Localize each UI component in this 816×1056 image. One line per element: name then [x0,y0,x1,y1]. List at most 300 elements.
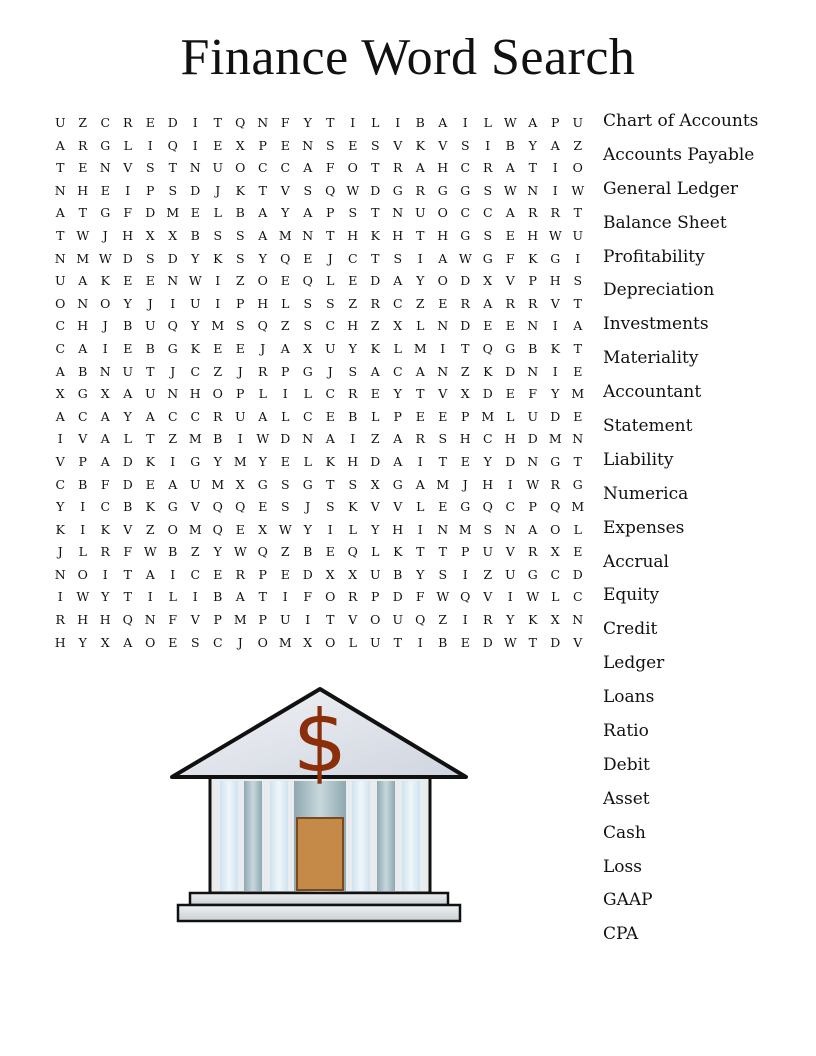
grid-letter: Z [190,544,200,560]
word-list-item: Balance Sheet [603,212,727,233]
grid-letter: B [303,544,313,560]
grid-letter: W [98,250,112,266]
grid-letter: D [302,566,313,582]
grid-letter: N [302,227,314,243]
grid-letter: Y [416,566,425,582]
grid-letter: V [550,295,560,311]
grid-letter: J [237,363,243,379]
word-list-item: Debit [603,754,650,775]
word-list-item: Accountant [603,382,702,403]
grid-letter: C [482,431,493,447]
grid-letter: G [550,250,561,266]
grid-letter: S [325,499,335,515]
word-list-item: Depreciation [603,280,715,301]
word-list-item: CPA [603,924,639,945]
grid-letter: R [258,363,268,379]
grid-letter: J [170,363,176,379]
grid-letter: T [528,160,537,176]
grid-letter: V [393,137,403,153]
grid-letter: V [370,499,380,515]
grid-letter: E [213,137,223,153]
grid-letter: K [145,453,155,469]
grid-letter: R [483,612,493,628]
grid-letter: A [550,137,560,153]
grid-letter: B [123,499,133,515]
grid-letter: N [54,182,66,198]
grid-letter: C [302,408,313,424]
grid-letter: S [348,205,358,221]
grid-letter: O [550,521,561,537]
grid-letter: I [80,499,86,515]
grid-letter: Q [415,612,426,628]
grid-letter: K [325,453,335,469]
grid-letter: H [347,227,359,243]
grid-row [49,496,589,519]
grid-letter: Q [347,544,358,560]
grid-letter: L [303,453,312,469]
grid-letter: L [348,634,357,650]
grid-letter: V [280,182,290,198]
grid-letter: H [189,386,201,402]
grid-letter: A [258,408,268,424]
grid-letter: L [506,408,515,424]
grid-letter: R [348,589,358,605]
grid-letter: M [233,453,247,469]
grid-letter: D [460,273,471,289]
grid-letter: Y [371,521,380,537]
word-list-item: Statement [603,416,693,437]
grid-letter: I [575,250,581,266]
grid-letter: P [326,205,335,221]
grid-letter: Z [145,521,155,537]
grid-letter: C [460,205,471,221]
grid-letter: I [102,340,108,356]
grid-letter: U [504,566,516,582]
grid-letter: G [77,386,88,402]
grid-letter: H [347,453,359,469]
grid-letter: O [77,566,88,582]
grid-letter: E [100,182,110,198]
grid-letter: A [145,566,155,582]
word-list-item: Expenses [603,517,685,538]
grid-letter: E [235,521,245,537]
grid-letter: C [392,295,403,311]
word-list-item: General Ledger [603,178,739,199]
grid-letter: I [147,589,153,605]
grid-letter: T [416,227,425,243]
grid-letter: Y [303,115,312,130]
grid-letter: G [392,476,403,492]
grid-letter: J [102,227,108,243]
grid-letter: W [458,250,472,266]
grid-letter: R [55,612,65,628]
letter-grid [49,112,589,654]
grid-row [49,202,589,225]
grid-letter: Q [280,250,291,266]
grid-letter: T [146,431,155,447]
grid-letter: Y [56,499,65,515]
grid-letter: N [167,273,179,289]
grid-letter: U [144,386,156,402]
grid-letter: U [122,363,134,379]
grid-letter: M [233,612,247,628]
grid-letter: N [527,453,539,469]
grid-letter: X [303,340,313,356]
grid-letter: C [550,566,561,582]
grid-letter: S [168,182,178,198]
grid-letter: E [370,386,380,402]
grid-letter: T [326,115,335,130]
grid-letter: H [77,612,89,628]
grid-letter: T [168,160,177,176]
grid-letter: Q [550,499,561,515]
grid-letter: N [77,295,89,311]
word-list-item: Liability [603,449,674,470]
grid-letter: S [235,318,245,334]
grid-row [49,564,589,587]
grid-letter: M [436,476,450,492]
grid-letter: I [327,521,333,537]
grid-letter: R [370,295,380,311]
grid-letter: S [438,431,448,447]
grid-letter: A [528,521,538,537]
grid-letter: Z [235,273,245,289]
grid-letter: M [413,340,427,356]
grid-letter: I [170,295,176,311]
grid-letter: X [145,227,155,243]
grid-letter: Y [213,544,222,560]
grid-letter: A [303,205,313,221]
grid-letter: N [504,521,516,537]
grid-letter: N [54,250,66,266]
grid-letter: Y [551,386,560,402]
grid-letter: N [437,521,449,537]
grid-letter: X [483,273,493,289]
grid-letter: Y [213,453,222,469]
grid-letter: X [100,634,110,650]
grid-letter: E [213,566,223,582]
grid-letter: G [100,205,111,221]
grid-letter: A [393,431,403,447]
grid-letter: A [415,363,425,379]
grid-letter: C [460,160,471,176]
grid-letter: H [504,431,516,447]
word-list-item: Profitability [603,246,705,267]
grid-letter: S [483,521,493,537]
grid-letter: A [78,340,88,356]
grid-letter: U [392,612,404,628]
grid-letter: Q [235,499,246,515]
grid-letter: H [54,634,66,650]
grid-letter: D [505,453,516,469]
grid-letter: C [190,566,201,582]
grid-letter: E [573,408,583,424]
grid-letter: X [393,318,403,334]
grid-letter: K [235,182,245,198]
grid-letter: K [370,340,380,356]
grid-row [49,338,589,361]
grid-letter: R [550,205,560,221]
grid-letter: S [325,295,335,311]
grid-letter: H [77,318,89,334]
grid-letter: V [78,431,88,447]
grid-letter: O [437,273,448,289]
grid-letter: I [147,137,153,153]
grid-letter: V [573,634,583,650]
grid-row [49,519,589,542]
grid-letter: L [348,521,357,537]
grid-letter: K [100,273,110,289]
grid-letter: M [188,431,202,447]
grid-letter: W [436,589,450,605]
grid-letter: M [548,431,562,447]
grid-letter: A [258,205,268,221]
grid-letter: Q [302,273,313,289]
grid-letter: I [282,386,288,402]
grid-letter: A [505,205,515,221]
grid-letter: J [305,499,311,515]
grid-letter: K [528,250,538,266]
grid-letter: B [123,318,133,334]
grid-letter: A [415,476,425,492]
word-list-item: Accounts Payable [603,144,755,165]
grid-letter: N [189,160,201,176]
grid-letter: O [167,521,178,537]
grid-letter: Y [258,250,267,266]
word-list-item: Chart of Accounts [603,111,759,131]
grid-letter: A [325,431,335,447]
grid-letter: E [505,227,515,243]
grid-letter: H [459,431,471,447]
grid-letter: L [281,408,290,424]
grid-letter: T [326,227,335,243]
grid-row [49,157,589,180]
grid-letter: U [144,318,156,334]
grid-letter: T [78,205,87,221]
grid-letter: X [325,566,335,582]
grid-letter: G [460,499,471,515]
grid-letter: N [257,115,269,130]
grid-letter: A [168,476,178,492]
grid-letter: W [256,431,270,447]
grid-letter: Z [573,137,583,153]
grid-letter: F [505,250,515,266]
grid-letter: R [460,295,470,311]
grid-letter: S [483,182,493,198]
grid-letter: R [235,566,245,582]
grid-letter: I [102,566,108,582]
grid-letter: Q [212,499,223,515]
grid-letter: T [56,160,65,176]
grid-letter: G [482,250,493,266]
grid-letter: K [528,612,538,628]
grid-letter: T [573,205,582,221]
grid-letter: S [460,137,470,153]
grid-letter: F [123,544,133,560]
grid-letter: V [393,499,403,515]
grid-letter: X [100,386,110,402]
grid-letter: S [370,137,380,153]
grid-row [49,315,589,338]
grid-letter: H [437,160,449,176]
grid-letter: W [526,589,540,605]
grid-letter: S [348,363,358,379]
grid-letter: O [235,160,246,176]
grid-letter: Y [191,250,200,266]
grid-letter: M [188,521,202,537]
grid-letter: F [100,476,110,492]
grid-letter: W [188,273,202,289]
grid-letter: S [325,137,335,153]
grid-letter: C [190,363,201,379]
grid-letter: S [190,634,200,650]
grid-letter: D [460,318,471,334]
grid-letter: Y [258,453,267,469]
grid-letter: J [147,295,153,311]
grid-letter: I [507,589,513,605]
grid-letter: P [371,589,380,605]
grid-letter: C [280,160,291,176]
grid-letter: N [144,612,156,628]
grid-letter: N [99,160,111,176]
grid-letter: W [571,182,585,198]
grid-letter: V [190,499,200,515]
grid-letter: N [167,386,179,402]
grid-letter: Y [506,612,515,628]
grid-letter: Y [528,137,537,153]
grid-row [49,180,589,203]
grid-letter: G [167,340,178,356]
grid-letter: W [503,182,517,198]
grid-letter: A [415,160,425,176]
grid-letter: U [54,273,66,289]
grid-letter: X [168,227,178,243]
grid-letter: C [482,205,493,221]
grid-letter: Z [280,318,290,334]
grid-letter: I [507,476,513,492]
grid-letter: O [212,386,223,402]
grid-letter: U [572,227,584,243]
grid-letter: E [325,544,335,560]
grid-letter: P [258,137,267,153]
grid-letter: Q [167,318,178,334]
grid-letter: L [78,544,87,560]
grid-letter: J [327,250,333,266]
grid-letter: C [55,476,66,492]
grid-letter: P [258,566,267,582]
grid-letter: I [395,115,401,130]
grid-letter: Q [235,115,246,130]
grid-letter: E [303,250,313,266]
grid-letter: O [370,612,381,628]
grid-letter: Z [280,544,290,560]
grid-letter: T [416,544,425,560]
grid-letter: K [55,521,65,537]
grid-letter: R [213,408,223,424]
word-list-item: Materiality [603,348,699,369]
grid-letter: U [234,408,246,424]
grid-letter: E [258,499,268,515]
grid-letter: C [212,634,223,650]
grid-letter: X [235,476,245,492]
word-list-item: Loss [603,856,642,877]
grid-letter: K [100,521,110,537]
grid-letter: A [303,160,313,176]
grid-letter: M [278,227,292,243]
grid-letter: B [528,340,538,356]
grid-letter: I [57,431,63,447]
grid-letter: S [280,499,290,515]
grid-letter: L [303,386,312,402]
grid-letter: D [190,182,201,198]
grid-letter: Z [370,431,380,447]
grid-letter: W [278,521,292,537]
word-list-item: Accrual [603,551,669,572]
grid-letter: E [460,453,470,469]
grid-letter: S [145,160,155,176]
grid-letter: E [145,115,155,130]
grid-letter: Y [101,589,110,605]
grid-letter: E [348,137,358,153]
grid-letter: D [572,566,583,582]
grid-letter: X [55,386,65,402]
grid-letter: I [417,634,423,650]
grid-letter: S [235,227,245,243]
word-list-item: Cash [603,822,646,843]
grid-letter: Y [483,453,492,469]
grid-row [49,135,589,158]
grid-row [49,474,589,497]
grid-letter: L [416,499,425,515]
grid-letter: T [123,589,132,605]
word-list-item: Credit [603,619,658,640]
grid-letter: T [371,205,380,221]
grid-letter: O [257,273,268,289]
grid-letter: Z [348,295,358,311]
grid-letter: M [571,386,585,402]
grid-letter: V [438,386,448,402]
grid-letter: D [527,431,538,447]
grid-letter: C [167,408,178,424]
grid-letter: E [573,363,583,379]
grid-letter: H [347,318,359,334]
grid-letter: W [526,476,540,492]
grid-letter: A [438,250,448,266]
grid-letter: X [258,521,268,537]
grid-letter: N [527,363,539,379]
grid-letter: P [281,363,290,379]
grid-letter: J [327,363,333,379]
grid-letter: H [77,182,89,198]
grid-letter: G [302,476,313,492]
grid-letter: Q [257,544,268,560]
grid-letter: D [392,589,403,605]
grid-letter: T [461,340,470,356]
grid-letter: C [392,363,403,379]
grid-letter: O [325,634,336,650]
grid-letter: E [123,340,133,356]
grid-letter: W [76,589,90,605]
grid-letter: C [325,386,336,402]
grid-letter: L [168,589,177,605]
grid-letter: E [280,137,290,153]
grid-letter: N [99,363,111,379]
word-list-item: Ledger [603,653,665,674]
grid-row [49,248,589,271]
grid-letter: O [325,589,336,605]
grid-letter: L [281,295,290,311]
grid-letter: Q [482,499,493,515]
